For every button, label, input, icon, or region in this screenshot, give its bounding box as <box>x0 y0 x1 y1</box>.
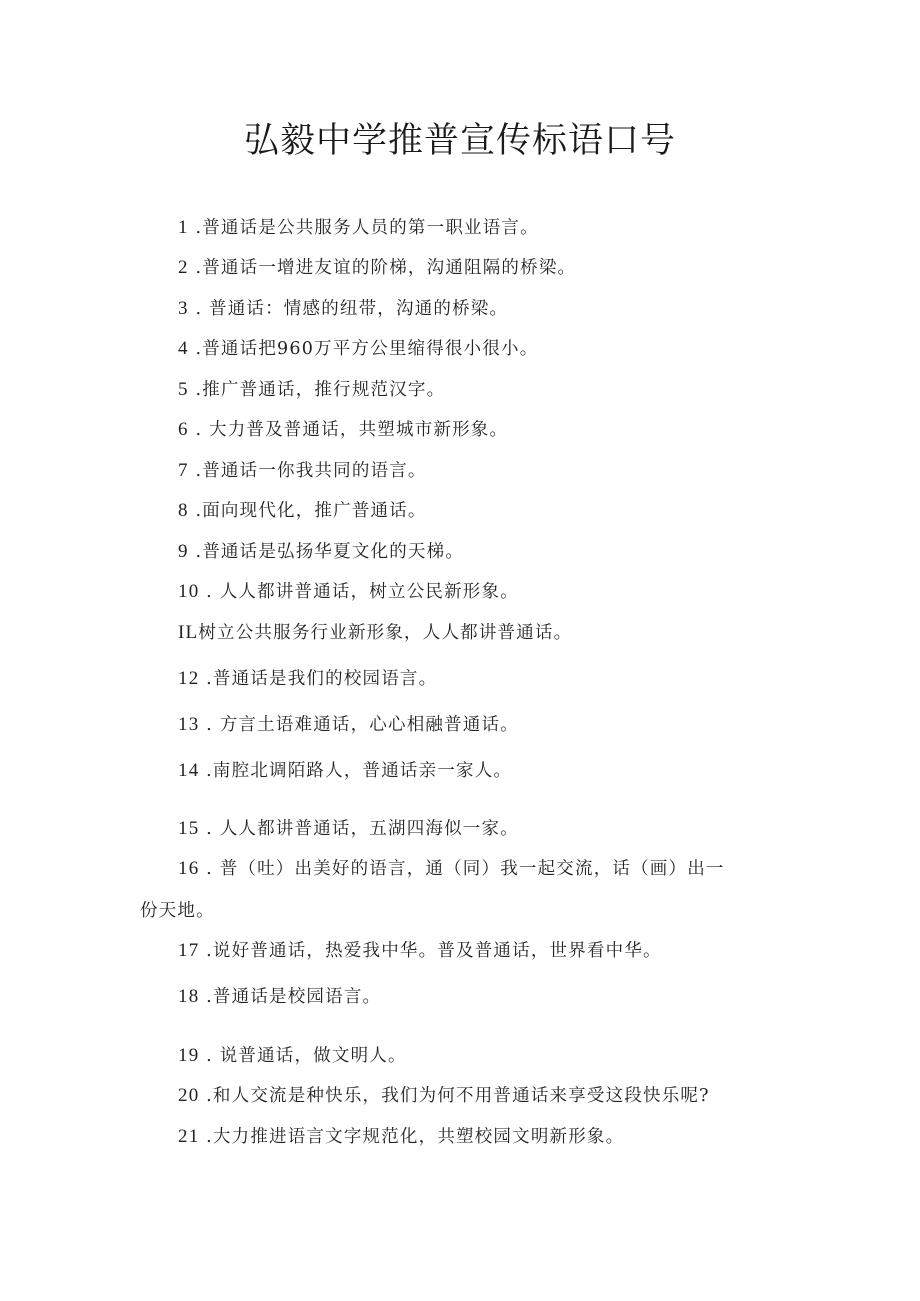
line-text: . 方言土语难通话，心心相融普通话。 <box>199 715 519 735</box>
slogan-line-2 <box>178 256 576 280</box>
line-text: .推广普通话，推行规范汉字。 <box>188 380 446 400</box>
line-text: .普通话一你我共同的语言。 <box>188 461 427 481</box>
line-number: 2 <box>178 257 189 278</box>
line-text: . 大力普及普通话，共塑城市新形象。 <box>188 420 509 440</box>
slogan-line-4 <box>178 337 538 361</box>
line-text: .说好普通话，热爱我中华。普及普通话，世界看中华。 <box>199 941 662 961</box>
line-number: 18 <box>178 986 200 1007</box>
slogan-line-5 <box>178 378 445 402</box>
line-text: . 普通话：情感的纽带，沟通的桥梁。 <box>188 299 509 319</box>
line-text: .普通话是校园语言。 <box>199 987 382 1007</box>
line-text: 树立公共服务行业新形象，人人都讲普通话。 <box>198 623 573 643</box>
line-number: 1 <box>178 217 189 238</box>
line-text: .普通话是弘扬华夏文化的天梯。 <box>188 542 465 562</box>
line-text: . 说普通话，做文明人。 <box>199 1046 407 1066</box>
line-number: 9 <box>178 541 189 562</box>
line-text: 份天地。 <box>140 901 215 921</box>
document-title: 弘毅中学推普宣传标语口号 <box>243 121 676 161</box>
line-text: . 人人都讲普通话，五湖四海似一家。 <box>199 819 519 839</box>
slogan-line-6 <box>178 418 508 442</box>
line-number: 12 <box>178 668 200 689</box>
line-number: 7 <box>178 460 189 481</box>
slogan-line-17 <box>178 939 662 963</box>
line-text: .大力推进语言文字规范化，共塑校园文明新形象。 <box>199 1127 625 1147</box>
line-number: 5 <box>178 379 189 400</box>
line-number: 15 <box>178 818 200 839</box>
line-number: 14 <box>178 760 200 781</box>
line-number: IL <box>178 622 199 643</box>
line-text: .面向现代化，推广普通话。 <box>188 501 427 521</box>
slogan-line-14 <box>178 759 512 783</box>
line-number: 17 <box>178 940 200 961</box>
slogan-line-16-continued <box>140 899 215 923</box>
slogan-line-8 <box>178 499 427 523</box>
slogan-line-3 <box>178 297 508 321</box>
line-number: 6 <box>178 419 189 440</box>
slogan-line-15 <box>178 817 519 841</box>
slogan-line-10 <box>178 580 519 604</box>
line-number: 10 <box>178 581 200 602</box>
line-number: 13 <box>178 714 200 735</box>
line-text: .南腔北调陌路人，普通话亲一家人。 <box>199 761 513 781</box>
slogan-line-19 <box>178 1044 407 1068</box>
slogan-line-9 <box>178 540 464 564</box>
line-text: . 普（吐）出美好的语言，通（同）我一起交流，话（画）出一 <box>199 859 725 879</box>
line-text: .和人交流是种快乐，我们为何不用普通话来享受这段快乐呢? <box>199 1086 710 1106</box>
line-text: .普通话一增进友谊的阶梯，沟通阻隔的桥梁。 <box>188 258 577 278</box>
line-text: .普通话把960万平方公里缩得很小很小。 <box>188 339 539 359</box>
line-number: 16 <box>178 858 200 879</box>
slogan-line-1 <box>178 216 539 240</box>
slogan-line-12 <box>178 667 437 691</box>
slogan-line-13 <box>178 713 519 737</box>
line-text: . 人人都讲普通话，树立公民新形象。 <box>199 582 519 602</box>
slogan-line-20 <box>178 1084 710 1108</box>
line-number: 3 <box>178 298 189 319</box>
slogan-line-18 <box>178 985 381 1009</box>
line-text: .普通话是公共服务人员的第一职业语言。 <box>188 218 539 238</box>
slogan-line-16 <box>178 857 725 881</box>
line-number: 8 <box>178 500 189 521</box>
line-number: 21 <box>178 1126 200 1147</box>
slogan-line-21 <box>178 1125 624 1149</box>
line-number: 19 <box>178 1045 200 1066</box>
line-text: .普通话是我们的校园语言。 <box>199 669 438 689</box>
line-number: 4 <box>178 338 189 359</box>
line-number: 20 <box>178 1085 200 1106</box>
slogan-line-11 <box>178 621 572 645</box>
slogan-line-7 <box>178 459 427 483</box>
